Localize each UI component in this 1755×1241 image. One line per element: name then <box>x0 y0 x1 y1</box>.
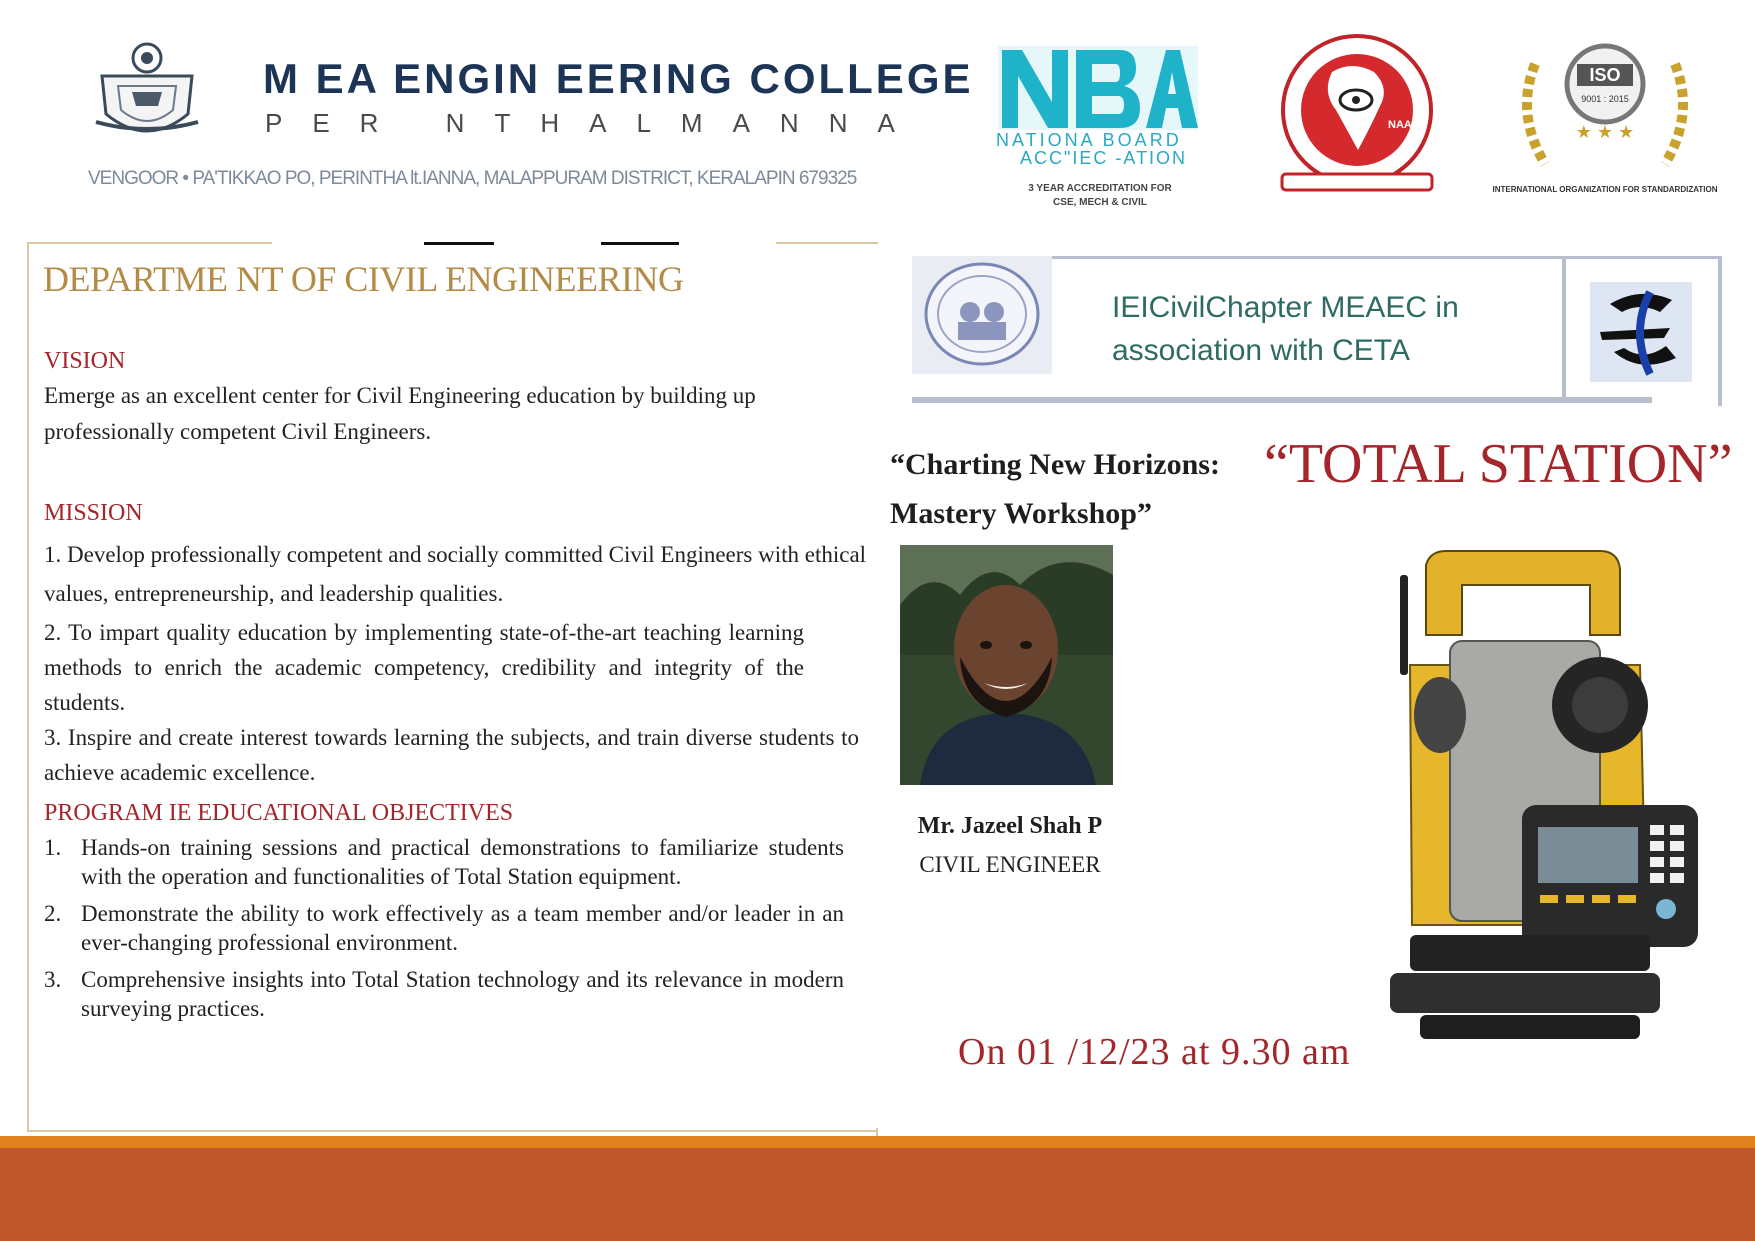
association-box-divider <box>1562 256 1566 401</box>
total-station-heading: “TOTAL STATION” <box>1264 433 1733 495</box>
footer-bar <box>0 1148 1755 1241</box>
speaker-name: Mr. Jazeel Shah P <box>917 813 1103 839</box>
peo-text: Hands-on training sessions and practical demonstrations to familiarize students with the operation and functionalities of Total Station equipment. <box>81 835 844 889</box>
workshop-title-line1: “Charting New Horizons: <box>890 448 1220 481</box>
nba-caption-line2: CSE, MECH & CIVIL <box>1053 197 1147 208</box>
college-name: M EA ENGIN EERING COLLEGE <box>263 55 974 102</box>
speaker-role: CIVIL ENGINEER <box>919 852 1101 877</box>
iso-logo <box>1492 34 1718 204</box>
peo-number: 2. <box>44 901 62 926</box>
divider-dash <box>601 242 679 245</box>
mission-heading: MISSION <box>44 500 143 526</box>
workshop-title-line2: Mastery Workshop” <box>890 497 1152 530</box>
nba-line1: NATIONA BOARD <box>996 130 1182 150</box>
association-box-top-border <box>1045 256 1722 259</box>
mission-item-2: 2. To impart quality education by implementing state-of-the-art teaching learning methods to enrich the academic competency, credibility and integrity of the students. <box>44 620 804 715</box>
department-title: DEPARTME NT OF CIVIL ENGINEERING <box>43 259 684 299</box>
frame-left-border <box>27 242 29 1132</box>
vision-text: Emerge as an excellent center for Civil Engineering education by building up professionally competent Civil Engineers. <box>44 383 756 444</box>
iso-caption: INTERNATIONAL ORGANIZATION FOR STANDARDIZATION <box>1492 185 1718 194</box>
peo-text: Demonstrate the ability to work effectively as a team member and/or leader in an ever-changing professional environment. <box>81 901 844 955</box>
peo-text: Comprehensive insights into Total Station technology and its relevance in modern surveying practices. <box>81 967 844 1021</box>
nba-caption <box>1000 182 1200 210</box>
vision-heading: VISION <box>44 348 126 374</box>
workshop-title <box>890 440 1270 538</box>
nba-logo <box>996 42 1200 132</box>
total-station-device-image <box>1370 545 1710 1055</box>
peo-list <box>44 833 844 1031</box>
footer-stripe <box>0 1136 1755 1148</box>
frame-top-border-right <box>776 242 878 244</box>
naac-logo <box>1252 32 1462 202</box>
speaker-photo <box>900 545 1113 785</box>
iso-text: ISO <box>1589 65 1621 85</box>
association-line2: association with CETA <box>1112 334 1410 367</box>
frame-top-border <box>27 242 272 244</box>
mission-item-1: 1. Develop professionally competent and socially committed Civil Engineers with ethical values, entrepreneurship, and leadership qualities. <box>44 542 867 606</box>
iso-sub: 9001 : 2015 <box>1581 94 1629 104</box>
association-text <box>1112 286 1552 372</box>
iei-logo <box>912 256 1052 374</box>
peo-item <box>44 899 844 957</box>
nba-caption-line1: 3 YEAR ACCREDITATION FOR <box>1028 183 1172 194</box>
peo-item <box>44 965 844 1023</box>
association-line1: IEICivilChapter MEAEC in <box>1112 291 1459 324</box>
mission-item-3: 3. Inspire and create interest towards learning the subjects, and train diverse students to achieve academic excellence. <box>44 725 859 785</box>
association-box-right-border <box>1718 256 1722 406</box>
divider-dash <box>424 242 494 245</box>
association-box-bottom-border <box>912 397 1652 403</box>
college-place: PER NTHALMANNA <box>265 108 925 138</box>
college-address: VENGOOR • PA'TIKKAO PO, PERINTHA lt.IANNA, MALAPPURAM DISTRICT, KERALAPIN 679325 <box>88 168 857 189</box>
college-logo <box>88 36 206 146</box>
peo-number: 3. <box>44 967 62 992</box>
event-date: On 01 /12/23 at 9.30 am <box>958 1031 1351 1073</box>
svg-text:★ ★ ★: ★ ★ ★ <box>1575 122 1635 142</box>
nba-line2: ACC"IEC -ATION <box>1020 148 1188 168</box>
naac-text: NAAC <box>1388 119 1420 131</box>
peo-heading: PROGRAM IE EDUCATIONAL OBJECTIVES <box>44 800 514 826</box>
peo-item <box>44 833 844 891</box>
frame-bottom-border <box>27 1130 877 1132</box>
ceta-logo <box>1590 282 1692 382</box>
peo-number: 1. <box>44 835 62 860</box>
